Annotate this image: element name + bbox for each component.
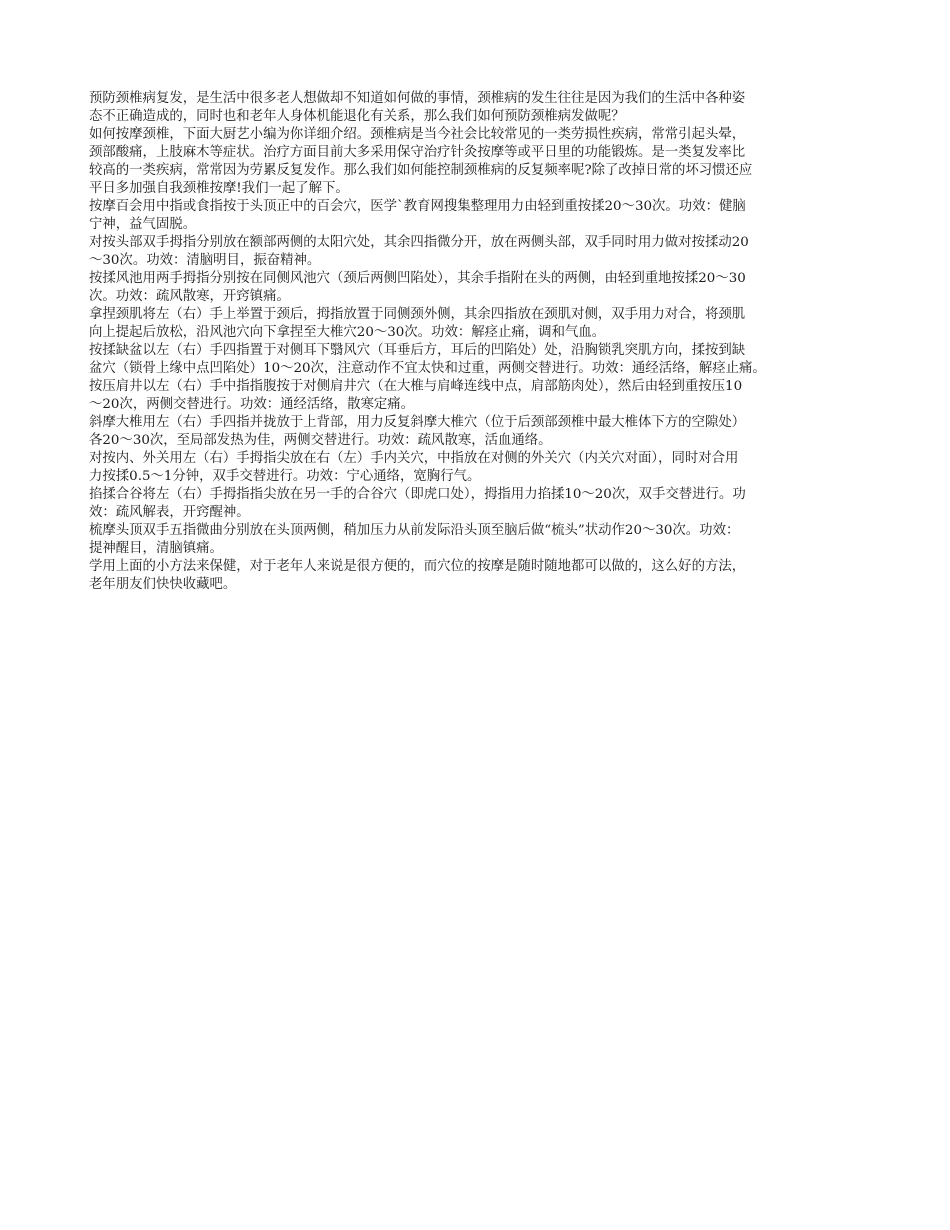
text-line: 提神醒目，清脑镇痛。: [89, 541, 223, 556]
paragraph-conclusion: [89, 558, 869, 594]
paragraph-head-press: [89, 234, 869, 270]
text-line: 较高的一类疾病，常常因为劳累反复发作。那么我们如何能控制颈椎病的反复频率呢?除了改掉日常的坏习惯还应: [89, 163, 753, 178]
text-line: 如何按摩颈椎，下面大厨艺小编为你详细介绍。颈椎病是当今社会比较常见的一类劳损性疾病，常常引起头晕，: [89, 127, 746, 142]
text-line: 颈部酸痛，上肢麻木等症状。治疗方面目前大多采用保守治疗针灸按摩等或平日里的功能锻炼。是一类复发率比: [89, 145, 746, 160]
text-line: 各20～30次，至局部发热为佳，两侧交替进行。功效：疏风散寒，活血通络。: [89, 433, 552, 448]
paragraph-overview: [89, 126, 869, 198]
text-line: 宁神，益气固脱。: [89, 217, 197, 232]
text-line: 态不正确造成的，同时也和老年人身体机能退化有关系，那么我们如何预防颈椎病发做呢？: [89, 109, 625, 124]
paragraph-quepen: [89, 342, 869, 378]
paragraph-baihui: [89, 198, 869, 234]
text-line: 预防颈椎病复发，是生活中很多老人想做却不知道如何做的事情，颈椎病的发生往往是因为我们的生活中各种姿: [89, 91, 746, 106]
text-line: 按揉风池用两手拇指分别按在同侧风池穴（颈后两侧凹陷处），其余手指附在头的两侧，由轻到重地按揉20～30: [89, 271, 746, 286]
paragraph-neiguan: [89, 450, 869, 486]
text-line: 力按揉0.5～1分钟，双手交替进行。功效：宁心通络，宽胸行气。: [89, 469, 481, 484]
text-line: ～30次。功效：清脑明目，振奋精神。: [89, 253, 321, 268]
text-line: 盆穴（锁骨上缘中点凹陷处）10～20次，注意动作不宜太快和过重，两侧交替进行。功效：通经活络，解痉止痛。: [89, 361, 766, 376]
article-body: [89, 90, 869, 594]
text-line: 向上提起后放松，沿风池穴向下拿捏至大椎穴20～30次。功效：解痉止痛，调和气血。: [89, 325, 606, 340]
paragraph-intro: [89, 90, 869, 126]
text-line: 效：疏风解表，开窍醒神。: [89, 505, 250, 520]
text-line: 掐揉合谷将左（右）手拇指指尖放在另一手的合谷穴（即虎口处），拇指用力掐揉10～20次，双手交替进行。功: [89, 487, 746, 502]
text-line: 次。功效：疏风散寒，开窍镇痛。: [89, 289, 290, 304]
paragraph-jianjing: [89, 378, 869, 414]
text-line: 按压肩井以左（右）手中指指腹按于对侧肩井穴（在大椎与肩峰连线中点，肩部筋肉处），然后由轻到重按压10: [89, 379, 743, 394]
text-line: 按揉缺盆以左（右）手四指置于对侧耳下翳风穴（耳垂后方，耳后的凹陷处）处，沿胸锁乳突肌方向，揉按到缺: [89, 343, 746, 358]
text-line: 斜摩大椎用左（右）手四指并拢放于上背部，用力反复斜摩大椎穴（位于后颈部颈椎中最大椎体下方的空隙处）: [89, 415, 746, 430]
paragraph-hegu: [89, 486, 869, 522]
text-line: 平日多加强自我颈椎按摩!我们一起了解下。: [89, 181, 349, 196]
text-line: 对按内、外关用左（右）手拇指尖放在右（左）手内关穴，中指放在对侧的外关穴（内关穴对面），同时对合用: [89, 451, 739, 466]
text-line: 梳摩头顶双手五指微曲分别放在头顶两侧，稍加压力从前发际沿头顶至脑后做“梳头”状动作20～30次。功效：: [89, 523, 740, 538]
text-line: 按摩百会用中指或食指按于头顶正中的百会穴，医学`教育网搜集整理用力由轻到重按揉20～30次。功效：健脑: [89, 199, 746, 214]
paragraph-comb-head: [89, 522, 869, 558]
text-line: 老年朋友们快快收藏吧。: [89, 577, 237, 592]
paragraph-neck-muscle: [89, 306, 869, 342]
text-line: ～20次，两侧交替进行。功效：通经活络，散寒定痛。: [89, 397, 415, 412]
text-line: 拿捏颈肌将左（右）手上举置于颈后，拇指放置于同侧颈外侧，其余四指放在颈肌对侧，双手用力对合，将颈肌: [89, 307, 746, 322]
paragraph-fengchi: [89, 270, 869, 306]
paragraph-dazhui: [89, 414, 869, 450]
text-line: 学用上面的小方法来保健，对于老年人来说是很方便的，而穴位的按摩是随时随地都可以做的，这么好的方法，: [89, 559, 746, 574]
text-line: 对按头部双手拇指分别放在额部两侧的太阳穴处，其余四指微分开，放在两侧头部，双手同时用力做对按揉动20: [89, 235, 749, 250]
